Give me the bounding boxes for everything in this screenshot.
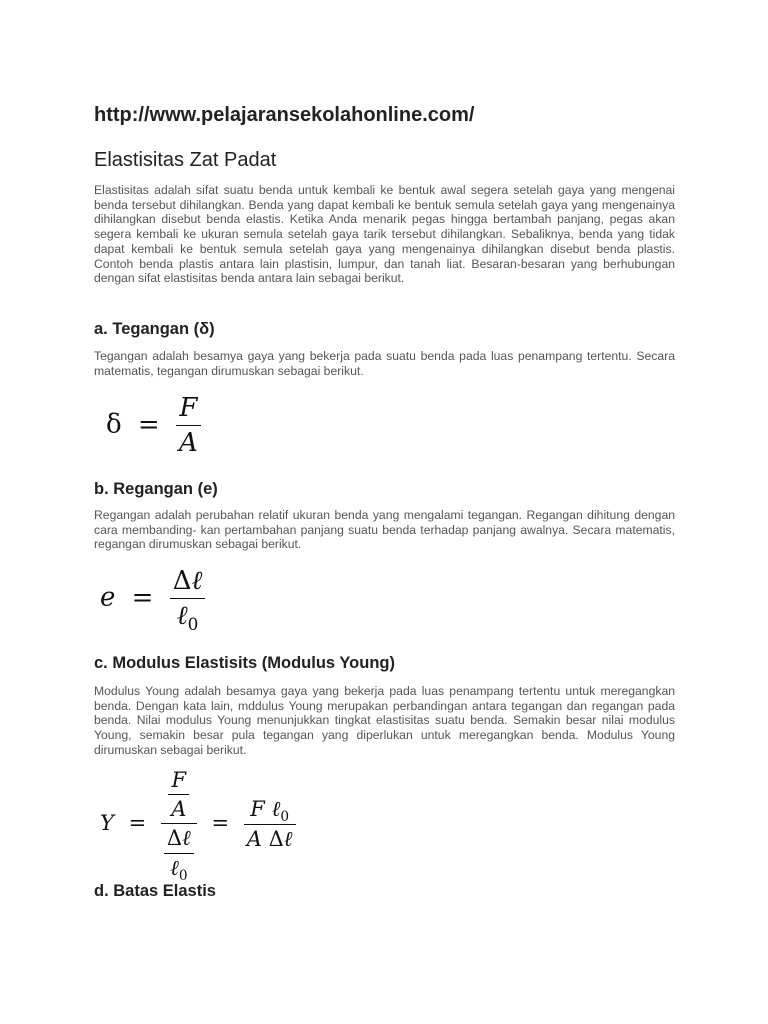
formula-result-fraction: [244, 797, 296, 852]
formula-lower-fraction: [161, 824, 197, 884]
inner-fraction-dl-over-l0: [164, 826, 194, 884]
section-heading-tegangan: a. Tegangan (δ): [94, 320, 215, 338]
section-heading-modulus-young: c. Modulus Elastisits (Modulus Young): [94, 654, 395, 672]
symbol-a: A: [171, 797, 187, 821]
delta-symbol: Δ: [166, 826, 183, 850]
formula-upper-fraction: [161, 768, 197, 824]
ell-symbol: ℓ: [271, 797, 281, 821]
inner-numerator: [164, 826, 194, 854]
formula-modulus-young: [100, 768, 296, 884]
formula-equals: =: [211, 811, 230, 835]
ell-symbol: ℓ: [170, 856, 179, 880]
formula-denominator: A: [178, 428, 198, 458]
section-text-regangan: Regangan adalah perubahan relatif ukuran benda yang mengalami tegangan. Regangan dihitung dengan cara membanding- kan pertambahan panjang suatu benda terhadap panjang awalnya. Secara matematis, regangan dirumuskan sebagai berikut.: [94, 508, 675, 552]
formula-lhs: Y: [100, 811, 114, 835]
formula-numerator: F: [176, 393, 201, 426]
symbol-a: A: [246, 827, 262, 851]
inner-fraction-f-over-a: [168, 768, 189, 821]
formula-tegangan: [106, 393, 201, 458]
formula-lhs: e: [100, 582, 116, 613]
section-text-tegangan: Tegangan adalah besamya gaya yang bekerja pada suatu benda pada luas penampang tertentu. Secara matematis, tegangan dirumuskan sebagai berikut.: [94, 349, 675, 378]
formula-fraction: [176, 393, 201, 458]
delta-symbol: Δ: [172, 566, 192, 596]
formula-fraction: [170, 566, 206, 634]
formula-numerator: [170, 566, 206, 599]
formula-compound-fraction: [161, 768, 197, 884]
subscript-zero: 0: [187, 613, 199, 634]
formula-equals: =: [128, 811, 147, 835]
ell-symbol: ℓ: [182, 826, 191, 850]
result-denominator: [244, 825, 296, 852]
result-numerator: [244, 797, 296, 825]
section-heading-batas-elastis: d. Batas Elastis: [94, 882, 216, 900]
ell-symbol: ℓ: [283, 827, 293, 851]
ell-symbol: ℓ: [176, 601, 188, 631]
symbol-f: F: [168, 768, 189, 795]
symbol-f: F: [250, 797, 265, 821]
page-title: Elastisitas Zat Padat: [94, 149, 277, 171]
section-text-modulus-young: Modulus Young adalah besamya gaya yang bekerja pada luas penampang tertentu untuk meregangkan benda. Dengan kata lain, mddulus Young merupakan perbandingan antara tegangan dan regangan pada benda. Nilai modulus Young menunjukkan tingkat elastisitas suatu benda. Semakin besar nilai modulus Young, semakin besar pula tegangan yang diperlukan untuk meregangkan benda. Modulus Young dirumuskan sebagai berikut.: [94, 684, 675, 757]
formula-regangan: [100, 566, 205, 634]
formula-denominator: [170, 599, 206, 634]
formula-equals: =: [131, 582, 154, 613]
delta-symbol: Δ: [268, 827, 284, 851]
source-url[interactable]: http://www.pelajaransekolahonline.com/: [94, 104, 475, 126]
subscript-zero: 0: [178, 867, 188, 884]
inner-denominator: [164, 854, 194, 884]
section-heading-regangan: b. Regangan (e): [94, 480, 218, 498]
intro-paragraph: Elastisitas adalah sifat suatu benda untuk kembali ke bentuk awal segera setelah gaya yang mengenai benda tersebut dihilangkan. Benda yang dapat kembali ke bentuk semula setelah gaya yang mengenainya dihilangkan disebut benda elastis. Ketika Anda menarik pegas hingga bertambah panjang, pegas akan segera kembali ke ukuran semula setelah gaya tarik tersebut dihilangkan. Sebaliknya, benda yang tidak dapat kembali ke bentuk semula setelah gaya yang mengenainya dihilangkan disebut benda plastis. Contoh benda plastis antara lain plastisin, lumpur, dan tanah liat. Besaran-besaran yang berhubungan dengan sifat elastisitas benda antara lain sebagai berikut.: [94, 183, 675, 286]
formula-lhs: δ: [106, 409, 122, 440]
subscript-zero: 0: [280, 808, 289, 825]
ell-symbol: ℓ: [191, 566, 203, 596]
formula-equals: =: [137, 409, 160, 440]
